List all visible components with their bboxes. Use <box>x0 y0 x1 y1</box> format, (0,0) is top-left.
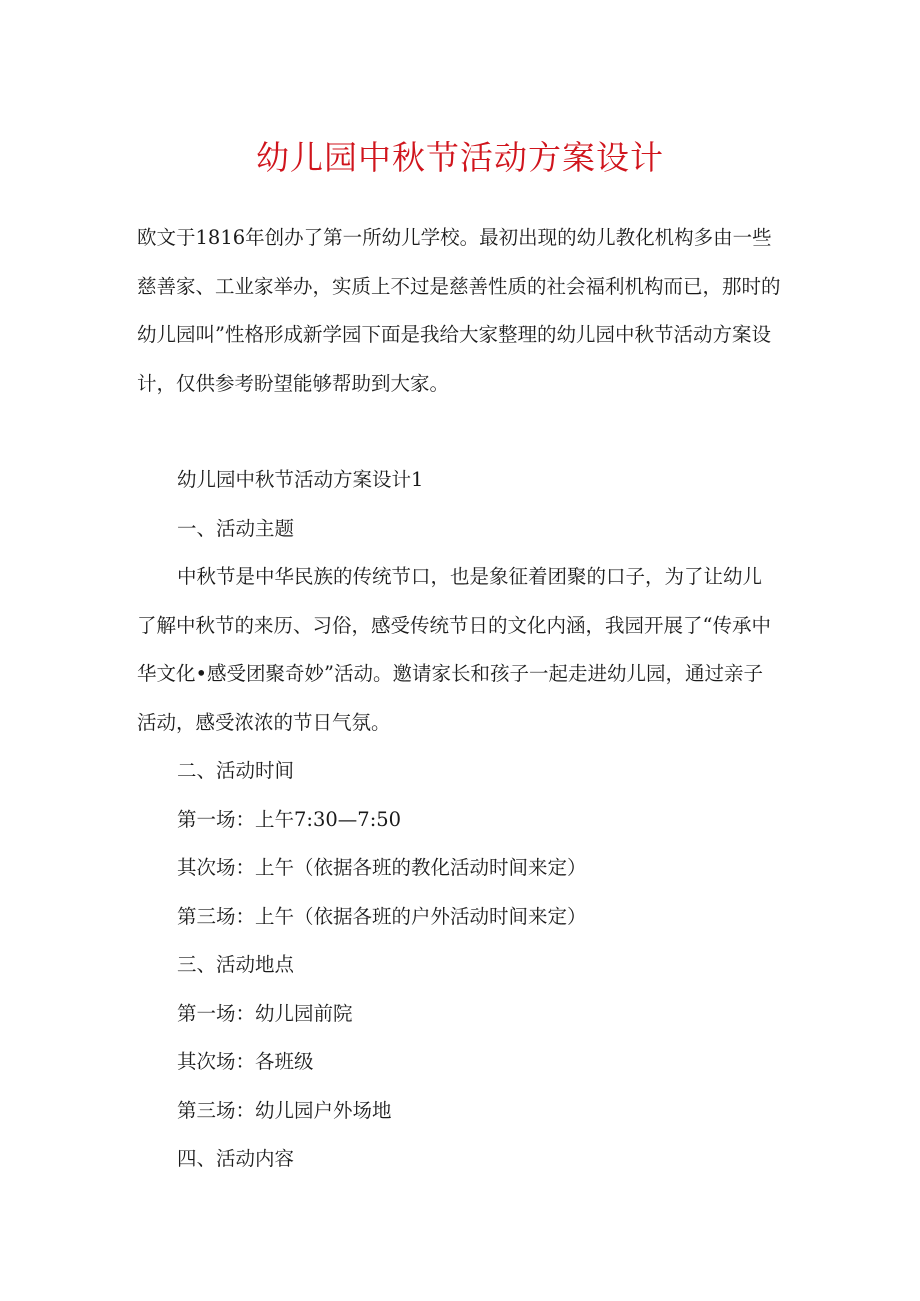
intro-line: 慈善家、工业家举办，实质上不过是慈善性质的社会福利机构而已，那时的 <box>137 274 781 298</box>
theme-line: 华文化•感受团聚奇妙”活动。邀请家长和孩子一起走进幼儿园，通过亲子 <box>137 662 763 685</box>
section-heading: 幼儿园中秋节活动方案设计1 <box>177 468 424 491</box>
content-heading: 四、活动内容 <box>177 1147 295 1170</box>
place-item: 其次场：各班级 <box>177 1050 314 1073</box>
document-title: 幼儿园中秋节活动方案设计 <box>256 138 664 177</box>
place-heading: 三、活动地点 <box>177 953 295 976</box>
time-item: 第一场：上午7:30—7:50 <box>177 807 402 831</box>
time-item: 第三场：上午（依据各班的户外活动时间来定） <box>177 904 587 928</box>
time-item: 其次场：上午（依据各班的教化活动时间来定） <box>177 856 587 879</box>
theme-heading: 一、活动主题 <box>177 516 295 540</box>
theme-line: 活动，感受浓浓的节日气氛。 <box>137 710 391 734</box>
place-item: 第一场：幼儿园前院 <box>177 1001 353 1025</box>
place-item: 第三场：幼儿园户外场地 <box>177 1098 392 1122</box>
intro-paragraph <box>137 214 797 408</box>
theme-line: 了解中秋节的来历、习俗，感受传统节日的文化内涵，我园开展了“传承中 <box>137 613 771 637</box>
document-body <box>137 456 797 1184</box>
intro-line: 计，仅供参考盼望能够帮助到大家。 <box>137 371 450 395</box>
theme-line: 中秋节是中华民族的传统节口，也是象征着团聚的口子，为了让幼儿 <box>177 565 763 588</box>
time-heading: 二、活动时间 <box>177 759 295 782</box>
intro-line: 幼儿园叫”性格形成新学园下面是我给大家整理的幼儿园中秋节活动方案设 <box>137 323 771 346</box>
intro-line: 欧文于1816年创办了第一所幼儿学校。最初出现的幼儿教化机构多由一些 <box>137 226 772 249</box>
